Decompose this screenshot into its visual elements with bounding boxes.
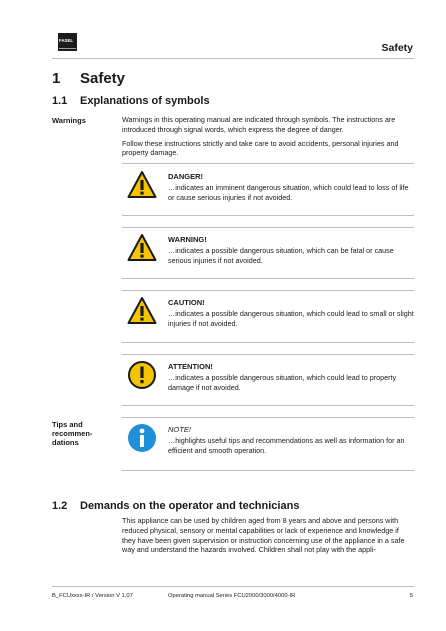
divider: [122, 278, 414, 279]
divider: [122, 215, 414, 216]
warning-title: WARNING!: [168, 235, 207, 244]
intro-paragraph-2: Follow these instructions strictly and take care to avoid accidents, personal injuries and property damage.: [122, 138, 399, 158]
info-icon: [127, 423, 157, 453]
attention-circle-icon: [127, 360, 157, 390]
note-text: …highlights useful tips and recommendations as well as information for an efficient and smooth operation.: [168, 436, 405, 455]
danger-text: …indicates an imminent dangerous situation, which could lead to loss of life or cause serious injuries if not avoided.: [168, 183, 409, 202]
header-title: Safety: [381, 42, 413, 54]
demands-text: This appliance can be used by children aged from 8 years and above and persons with reduced physical, sensory or mental capabilities or lack of experience and knowledge if they have been given supervision or instruction concerning use of the appliance in a safe way and understand the hazards involved. Children shall not play with the appli-: [122, 516, 405, 555]
attention-text: …indicates a possible dangerous situation, which could lead to property damage if not avoided.: [168, 373, 397, 392]
divider: [122, 163, 414, 164]
divider: [122, 417, 414, 418]
caution-box: [122, 293, 414, 341]
caution-text: …indicates a possible dangerous situation, which could lead to small or slight injuries if not avoided.: [168, 309, 414, 328]
warning-triangle-icon: [127, 296, 157, 326]
divider: [122, 354, 414, 355]
intro-paragraph-1: Warnings in this operating manual are indicated through symbols. The instructions are introduced through signal words, which express the degree of danger.: [122, 115, 396, 134]
warnings-label: Warnings: [52, 116, 86, 125]
header-divider: [52, 58, 414, 59]
danger-title: DANGER!: [168, 172, 203, 181]
warning-box: [122, 230, 414, 278]
note-title: NOTE!: [168, 425, 191, 434]
caution-title: CAUTION!: [168, 298, 205, 307]
attention-box: [122, 357, 414, 405]
warning-triangle-icon: [127, 233, 157, 263]
section-1-1-title: Explanations of symbols: [80, 95, 210, 107]
divider: [122, 342, 414, 343]
warning-text: …indicates a possible dangerous situation, which can be fatal or cause serious injuries if not avoided.: [168, 246, 394, 265]
section-1-2-title: Demands on the operator and technicians: [80, 500, 300, 512]
fasel-logo: [58, 33, 77, 51]
section-1-1-number: 1.1: [52, 95, 68, 107]
intro-text: [122, 115, 412, 162]
section-1-number: 1: [52, 70, 61, 87]
footer-version: B_FCUxxxx-IR / Version V 1.07: [52, 593, 133, 599]
divider: [122, 405, 414, 406]
section-1-1-heading: [52, 95, 210, 107]
section-1-2-number: 1.2: [52, 500, 68, 512]
section-1-2-heading: [52, 500, 299, 512]
attention-title: ATTENTION!: [168, 362, 213, 371]
page-number: 5: [409, 593, 413, 599]
section-1-heading: [52, 70, 125, 87]
divider: [122, 227, 414, 228]
section-1-title: Safety: [80, 70, 126, 87]
divider: [122, 290, 414, 291]
logo-text: FASEL: [59, 38, 74, 43]
footer-manual-title: Operating manual Series FCU2000/3000/4000-IR: [168, 593, 296, 599]
divider: [122, 470, 414, 471]
footer-divider: [52, 586, 414, 587]
tips-label: Tips and recommen- dations: [52, 420, 93, 447]
danger-box: [122, 167, 414, 215]
warning-triangle-icon: [127, 170, 157, 200]
note-box: [122, 420, 414, 468]
